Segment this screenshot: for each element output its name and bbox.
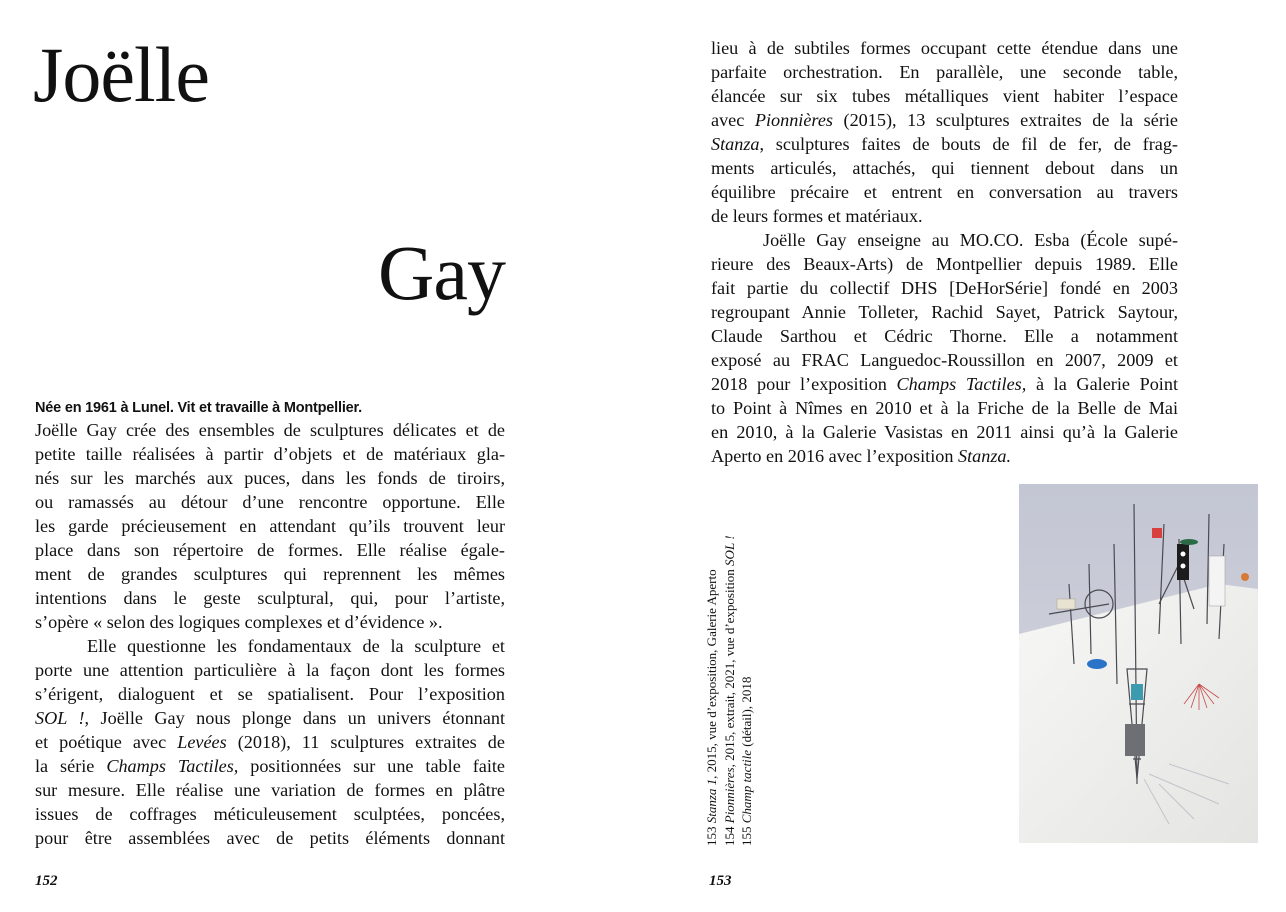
text-line: rieure des Beaux-Arts) de Montpellier depuis 1989. Elle (711, 254, 1178, 274)
text-line: élancée sur six tubes métalliques vient habiter l’espace (711, 86, 1178, 106)
artist-bio-line: Née en 1961 à Lunel. Vit et travaille à Montpellier. (35, 400, 362, 416)
paper-element (1057, 599, 1075, 609)
artist-last-name: Gay (378, 229, 505, 316)
caption-number: 155 (739, 823, 754, 846)
text-line (711, 132, 1178, 156)
text-line: parfaite orchestration. En parallèle, une seconde table, (711, 62, 1178, 82)
orange-disc (1241, 573, 1249, 581)
text-line: Joëlle Gay crée des ensembles de sculptures délicates et de (35, 420, 505, 440)
text-run: , sculptures faites de bouts de fil de fer, de frag- (759, 134, 1178, 154)
text-run: la série (35, 756, 107, 776)
text-line (35, 730, 505, 754)
text-line: intentions dans le geste sculptural, qui, pour l’artiste, (35, 588, 505, 608)
text-line: fait partie du collectif DHS [DeHorSérie] fondé en 2003 (711, 278, 1178, 298)
text-line (35, 754, 505, 778)
text-run: avec (711, 110, 755, 130)
text-run: Aperto en 2016 avec l’exposition (711, 446, 958, 466)
text-line: pour être assemblées avec de petits éléments donnant (35, 828, 505, 848)
exhibition-photo-illustration (1019, 484, 1258, 843)
text-line (711, 108, 1178, 132)
left-body-text (35, 418, 505, 850)
white-dot (1181, 552, 1186, 557)
caption-title: Pionnières (721, 767, 737, 824)
caption-number: 153 (704, 823, 719, 846)
text-run: positionnées sur une table faite (238, 756, 505, 776)
caption-title: SOL ! (721, 535, 737, 566)
italic-title: Levées (177, 732, 227, 752)
right-page (643, 0, 1286, 912)
photo-captions (703, 515, 757, 846)
caption-text: (détail), 2018 (739, 676, 754, 750)
italic-title: SOL ! (35, 708, 85, 728)
blue-element (1087, 659, 1107, 669)
exhibition-photo (1019, 484, 1258, 843)
text-line: porte une attention particulière à la façon dont les formes (35, 660, 505, 680)
text-line: regroupant Annie Tolleter, Rachid Sayet, Patrick Saytour, (711, 302, 1178, 322)
text-line: en 2010, à la Galerie Vasistas en 2011 ainsi qu’à la Galerie (711, 422, 1178, 442)
caption-155 (738, 515, 756, 846)
teal-element (1131, 684, 1143, 700)
text-run: à la Galerie Point (1026, 374, 1179, 394)
white-panel (1209, 556, 1225, 606)
black-panel (1177, 544, 1189, 580)
caption-number: 154 (721, 823, 737, 846)
text-line: équilibre précaire et entrent en conversation au travers (711, 182, 1178, 202)
text-line: ments articulés, attachés, qui tiennent debout dans un (711, 158, 1178, 178)
text-run: (2018), 11 sculptures extraites de (226, 732, 505, 752)
text-line: place dans son répertoire de formes. Elle réalise égale- (35, 540, 505, 560)
paragraph (35, 634, 505, 850)
text-run: , Joëlle Gay nous plonge dans un univers étonnant (84, 708, 505, 728)
italic-title: Pionnières (754, 110, 833, 130)
italic-title: Champs Tactiles, (106, 756, 239, 776)
italic-title: Stanza. (957, 446, 1012, 466)
text-line: exposé au FRAC Languedoc-Roussillon en 2007, 2009 et (711, 350, 1178, 370)
caption-153 (703, 515, 721, 846)
text-line (711, 444, 1178, 468)
text-line: Elle questionne les fondamentaux de la sculpture et (87, 636, 505, 656)
caption-154 (721, 515, 739, 846)
italic-title: Stanza (711, 134, 760, 154)
text-line: lieu à de subtiles formes occupant cette étendue dans une (711, 38, 1178, 58)
white-dot (1181, 564, 1186, 569)
text-line: s’érigent, dialoguent et se spatialisent. Pour l’exposition (35, 684, 505, 704)
artist-first-name: Joëlle (33, 31, 209, 118)
paragraph (711, 228, 1178, 468)
text-line: ou ramassés au détour d’une rencontre opportune. Elle (35, 492, 505, 512)
text-line: petite taille réalisées à partir d’objets et de matériaux gla- (35, 444, 505, 464)
text-line: de leurs formes et matériaux. (711, 206, 923, 226)
green-disc (1180, 539, 1198, 545)
text-line: nés sur les marchés aux puces, dans les fonds de tiroirs, (35, 468, 505, 488)
text-line: sur mesure. Elle réalise une variation de formes en plâtre (35, 780, 505, 800)
italic-title: Champs Tactiles, (896, 374, 1027, 394)
grey-base (1125, 724, 1145, 756)
page-number: 152 (35, 873, 58, 889)
paragraph (711, 36, 1178, 228)
caption-title: Stanza 1 (704, 778, 719, 824)
caption-title: Champ tactile (739, 749, 754, 824)
text-line (35, 706, 505, 730)
text-line: Claude Sarthou et Cédric Thorne. Elle a notamment (711, 326, 1178, 346)
paragraph (35, 418, 505, 634)
text-line (711, 372, 1178, 396)
text-run: et poétique avec (35, 732, 178, 752)
text-line: les garde précieusement en attendant qu’ils trouvent leur (35, 516, 505, 536)
caption-text: , 2015, extrait, 2021, vue d’exposition (721, 565, 737, 768)
right-body-text (711, 36, 1178, 468)
page-number: 153 (709, 873, 732, 889)
text-line: Joëlle Gay enseigne au MO.CO. Esba (École supé- (763, 230, 1178, 250)
text-line: s’opère « selon des logiques complexes et d’évidence ». (35, 612, 443, 632)
text-line: issues de coffrages méticuleusement sculptées, poncées, (35, 804, 505, 824)
text-run: 2018 pour l’exposition (711, 374, 897, 394)
red-element (1152, 528, 1162, 538)
text-line: ment de grandes sculptures qui reprennent les mêmes (35, 564, 505, 584)
text-run: (2015), 13 sculptures extraites de la série (832, 110, 1178, 130)
caption-text: , 2015, vue d’exposition, Galerie Aperto (704, 569, 719, 779)
text-line: to Point à Nîmes en 2010 et à la Friche de la Belle de Mai (711, 398, 1178, 418)
